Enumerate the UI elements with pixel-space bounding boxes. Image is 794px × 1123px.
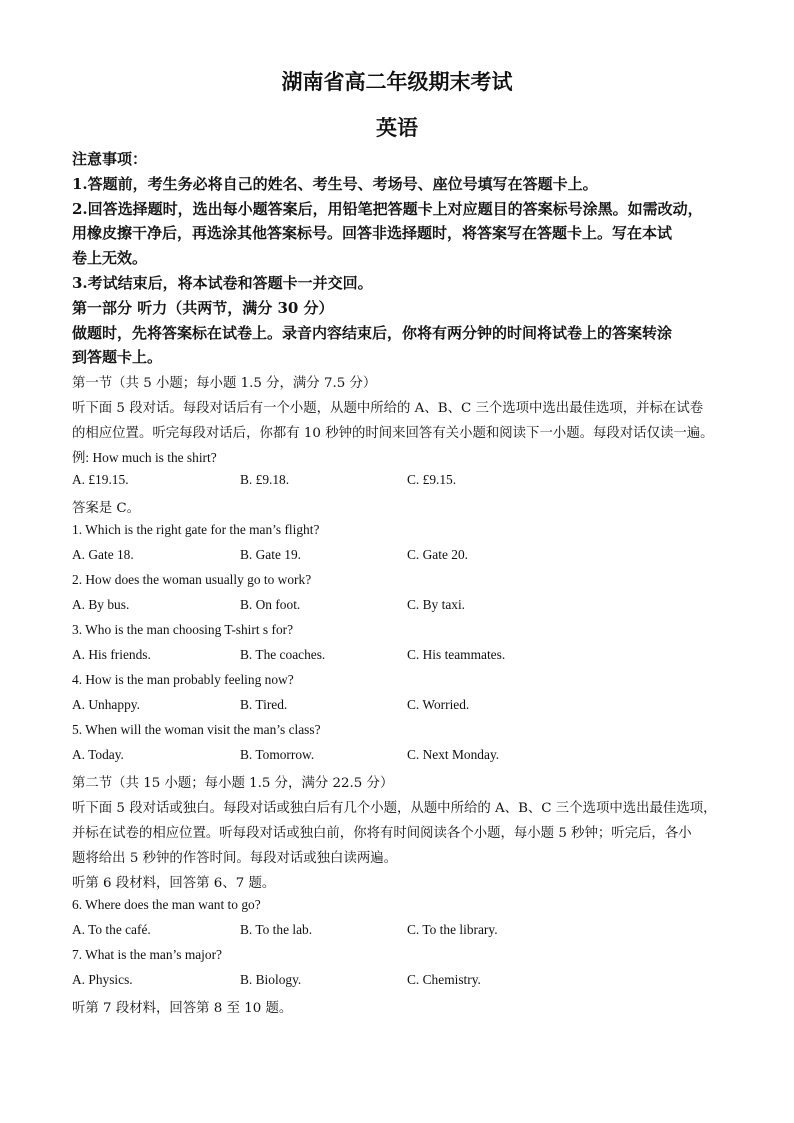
example-question: 例: How much is the shirt? [72, 450, 217, 465]
q2-option-b: B. On foot. [240, 597, 301, 612]
q3-option-c: C. His teammates. [407, 647, 506, 662]
question-7: 7. What is the man’s major? [72, 947, 222, 962]
q4-option-b: B. Tired. [240, 697, 288, 712]
part1-instruction-2: 到答题卡上。 [72, 348, 163, 366]
q2-option-a: A. By bus. [72, 597, 130, 612]
note-2-line-2: 用橡皮擦干净后，再选涂其他答案标号。回答非选择题时，将答案写在答题卡上。写在本试 [72, 224, 673, 242]
section2-heading: 第二节（共 15 小题；每小题 1.5 分，满分 22.5 分） [72, 776, 394, 791]
example-option-c: C. £9.15. [407, 472, 457, 487]
question-2: 2. How does the woman usually go to work? [72, 572, 312, 587]
q1-option-b: B. Gate 19. [240, 547, 301, 562]
question-4: 4. How is the man probably feeling now? [72, 672, 294, 687]
q7-option-b: B. Biology. [240, 972, 302, 987]
part1-heading: 第一部分 听力（共两节，满分 30 分） [72, 299, 334, 317]
q5-option-b: B. Tomorrow. [240, 747, 315, 762]
section1-heading: 第一节（共 5 小题；每小题 1.5 分，满分 7.5 分） [72, 376, 377, 391]
question-3: 3. Who is the man choosing T-shirt s for? [72, 622, 294, 637]
q1-option-a: A. Gate 18. [72, 547, 134, 562]
q7-option-a: A. Physics. [72, 972, 133, 987]
question-1: 1. Which is the right gate for the man’s flight? [72, 522, 320, 537]
q5-option-c: C. Next Monday. [407, 747, 500, 762]
question-5: 5. When will the woman visit the man’s class? [72, 722, 321, 737]
section1-instruction-2: 的相应位置。听完每段对话后，你都有 10 秒钟的时间来回答有关小题和阅读下一小题。每段对话仅读一遍。 [72, 426, 714, 441]
q4-option-a: A. Unhappy. [72, 697, 140, 712]
section1-instruction-1: 听下面 5 段对话。每段对话后有一个小题，从题中所给的 A、B、C 三个选项中选出最佳选项，并标在试卷 [72, 401, 704, 416]
note-1: 1.答题前，考生务必将自己的姓名、考生号、考场号、座位号填写在答题卡上。 [72, 175, 598, 193]
note-2-line-1: 2.回答选择题时，选出每小题答案后，用铅笔把答题卡上对应题目的答案标号涂黑。如需改动， [72, 200, 703, 218]
example-option-a: A. £19.15. [72, 472, 129, 487]
example-answer: 答案是 C。 [72, 501, 141, 516]
q2-option-c: C. By taxi. [407, 597, 466, 612]
q3-option-b: B. The coaches. [240, 647, 326, 662]
q5-option-a: A. Today. [72, 747, 124, 762]
material-6-label: 听第 6 段材料，回答第 6、7 题。 [72, 876, 276, 891]
section2-instruction-2: 并标在试卷的相应位置。听每段对话或独白前，你将有时间阅读各个小题，每小题 5 秒钟；听完后，各小 [72, 826, 692, 841]
q6-option-a: A. To the café. [72, 922, 151, 937]
q6-option-b: B. To the lab. [240, 922, 313, 937]
q7-option-c: C. Chemistry. [407, 972, 481, 987]
q4-option-c: C. Worried. [407, 697, 470, 712]
q1-option-c: C. Gate 20. [407, 547, 468, 562]
notes-heading: 注意事项： [72, 150, 148, 168]
section2-instruction-1: 听下面 5 段对话或独白。每段对话或独白后有几个小题，从题中所给的 A、B、C 三个选项中选出最佳选项， [72, 801, 717, 816]
example-option-b: B. £9.18. [240, 472, 290, 487]
question-6: 6. Where does the man want to go? [72, 897, 261, 912]
exam-title: 湖南省高二年级期末考试 [281, 69, 513, 94]
subject-title: 英语 [376, 115, 418, 140]
part1-instruction-1: 做题时，先将答案标在试卷上。录音内容结束后，你将有两分钟的时间将试卷上的答案转涂 [72, 324, 673, 342]
q3-option-a: A. His friends. [72, 647, 151, 662]
note-2-line-3: 卷上无效。 [72, 249, 148, 267]
note-3: 3.考试结束后，将本试卷和答题卡一并交回。 [72, 274, 373, 292]
material-7-label: 听第 7 段材料，回答第 8 至 10 题。 [72, 1001, 293, 1016]
q6-option-c: C. To the library. [407, 922, 498, 937]
section2-instruction-3: 题将给出 5 秒钟的作答时间。每段对话或独白读两遍。 [72, 851, 398, 866]
